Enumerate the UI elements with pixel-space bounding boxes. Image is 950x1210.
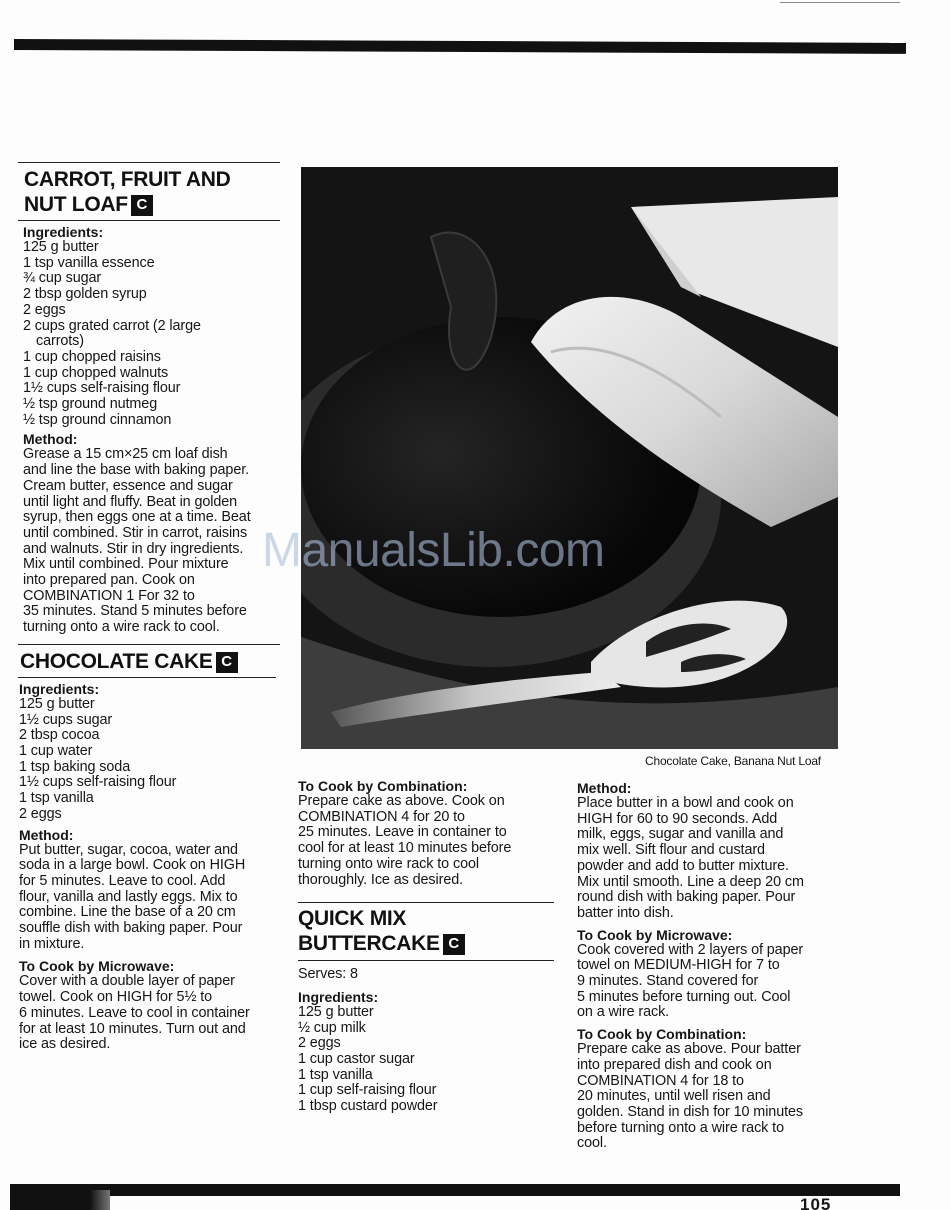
bottom-rule [10, 1184, 900, 1196]
method-line: COMBINATION 1 For 32 to [23, 587, 195, 604]
carrot-ingredients-list [23, 240, 280, 428]
chocolate-title [18, 649, 280, 674]
ingredient-line: ¾ cup sugar [23, 270, 102, 287]
ingredient-line: ½ tsp ground cinnamon [23, 411, 172, 428]
middle-column [298, 778, 556, 1115]
quickmix-microwave-label: To Cook by Microwave: [577, 926, 733, 943]
ingredient-line: 125 g butter [23, 239, 99, 255]
carrot-title [18, 192, 280, 217]
top-edge-line [780, 2, 900, 3]
combination-line: cool. [577, 1135, 607, 1152]
carrot-title-line1: CARROT, FRUIT AND [24, 168, 231, 191]
combination-line: Prepare cake as above. Cook on [298, 793, 505, 809]
ingredient-line: 1 tsp baking soda [19, 758, 131, 775]
quickmix-title-line2: BUTTERCAKE [298, 932, 440, 956]
combination-line: COMBINATION 4 for 20 to [298, 808, 465, 825]
ingredient-line: 1 cup water [19, 742, 93, 759]
chocolate-ingredients-label: Ingredients: [19, 680, 100, 697]
chocolate-ingredients-list [19, 697, 280, 823]
combination-line: golden. Stand in dish for 10 minutes [577, 1103, 803, 1120]
quickmix-ingredients-label: Ingredients: [298, 988, 379, 1005]
chocolate-microwave-text [19, 974, 280, 1053]
method-line: flour, vanilla and lastly eggs. Mix to [19, 888, 238, 905]
ingredient-line: 2 tbsp cocoa [19, 727, 100, 744]
ingredient-line: 1½ cups self-raising flour [23, 380, 181, 397]
right-column [577, 780, 835, 1152]
quickmix-serves: Serves: 8 [298, 966, 358, 983]
method-line: soda in a large bowl. Cook on HIGH [19, 857, 246, 874]
microwave-line: 6 minutes. Leave to cool in container [19, 1004, 250, 1021]
combination-line: 20 minutes, until well risen and [577, 1088, 771, 1105]
microwave-line: for at least 10 minutes. Turn out and [19, 1020, 246, 1037]
method-line: Grease a 15 cm×25 cm loaf dish [23, 446, 228, 463]
chocolate-microwave-label: To Cook by Microwave: [19, 958, 175, 975]
ingredient-line: 1 tsp vanilla [19, 790, 94, 807]
ingredient-line: 2 cups grated carrot (2 large [23, 317, 201, 334]
combination-badge-icon: C [216, 652, 238, 673]
method-line: milk, eggs, sugar and vanilla and [577, 826, 784, 843]
combination-line: cool for at least 10 minutes before [298, 840, 512, 857]
quickmix-title [298, 931, 556, 956]
ingredient-line: 2 eggs [23, 301, 66, 318]
ingredient-line: 1 tsp vanilla [298, 1066, 373, 1083]
ingredient-line: 1 tbsp custard powder [298, 1098, 438, 1115]
ingredient-line: carrots) [36, 333, 84, 350]
method-line: mix well. Sift flour and custard [577, 842, 765, 859]
method-line: Put butter, sugar, cocoa, water and [19, 841, 238, 858]
quickmix-title-line1: QUICK MIX [298, 907, 407, 931]
quickmix-combination-text [577, 1042, 835, 1152]
carrot-method-text [23, 447, 280, 635]
ingredient-line: 2 eggs [19, 805, 62, 822]
microwave-line: 9 minutes. Stand covered for [577, 973, 759, 990]
microwave-line: on a wire rack. [577, 1004, 670, 1021]
quickmix-ingredients-list [298, 1005, 556, 1115]
ingredient-line: ½ tsp ground nutmeg [23, 396, 158, 413]
method-line: until light and fluffy. Beat in golden [23, 493, 238, 510]
method-line: souffle dish with baking paper. Pour [19, 920, 243, 937]
carrot-ingredients-label: Ingredients: [23, 224, 104, 240]
quickmix-method-text [577, 796, 835, 922]
combination-line: Prepare cake as above. Pour batter [577, 1041, 801, 1058]
combination-line: turning onto wire rack to cool [298, 855, 479, 872]
quickmix-microwave-text [577, 943, 835, 1022]
method-line: Place butter in a bowl and cook on [577, 795, 794, 811]
quickmix-title-rule [298, 960, 554, 961]
quickmix-method-label: Method: [577, 780, 632, 796]
watermark: ManualsLib.com [262, 524, 605, 577]
method-line: for 5 minutes. Leave to cool. Add [19, 872, 226, 889]
quickmix-combination-label: To Cook by Combination: [577, 1026, 747, 1043]
method-line: combine. Line the base of a 20 cm [19, 904, 236, 921]
combination-line: before turning onto a wire rack to [577, 1119, 784, 1136]
combination-badge-icon: C [131, 195, 153, 216]
microwave-line: 5 minutes before turning out. Cool [577, 988, 791, 1005]
bottom-rule-edge [10, 1190, 110, 1210]
combination-line: into prepared dish and cook on [577, 1056, 772, 1073]
method-line: Mix until combined. Pour mixture [23, 556, 229, 573]
combination-line: COMBINATION 4 for 18 to [577, 1072, 744, 1089]
method-line: Cream butter, essence and sugar [23, 477, 233, 494]
method-line: round dish with baking paper. Pour [577, 889, 796, 906]
page-number: 105 [800, 1198, 832, 1210]
chocolate-method-label: Method: [19, 826, 74, 843]
ingredient-line: 1½ cups self-raising flour [19, 774, 177, 791]
method-line: HIGH for 60 to 90 seconds. Add [577, 810, 778, 827]
chocolate-combination-label: To Cook by Combination: [298, 778, 468, 794]
photo-caption: Chocolate Cake, Banana Nut Loaf [645, 754, 821, 768]
ingredient-line: 1 cup chopped raisins [23, 348, 161, 365]
carrot-method-label: Method: [23, 431, 78, 448]
carrot-title-rule [18, 220, 280, 221]
chocolate-method-text [19, 843, 280, 953]
chocolate-top-rule [18, 644, 280, 645]
microwave-line: Cook covered with 2 layers of paper [577, 941, 804, 958]
ingredient-line: 125 g butter [19, 695, 95, 712]
method-line: powder and add to butter mixture. [577, 857, 789, 874]
chocolate-title-text: CHOCOLATE CAKE [20, 649, 213, 673]
carrot-title-line2: NUT LOAF [24, 193, 128, 216]
ingredient-line: 2 tbsp golden syrup [23, 286, 147, 303]
ingredient-line: 125 g butter [298, 1003, 374, 1020]
top-rule [14, 39, 906, 54]
ingredient-line: 1 cup castor sugar [298, 1051, 415, 1068]
method-line: batter into dish. [577, 904, 674, 921]
left-column [18, 162, 280, 1053]
ingredient-line: 1 cup chopped walnuts [23, 364, 169, 381]
method-line: syrup, then eggs one at a time. Beat [23, 509, 251, 526]
method-line: into prepared pan. Cook on [23, 572, 195, 589]
microwave-line: towel on MEDIUM-HIGH for 7 to [577, 957, 780, 974]
combination-line: thoroughly. Ice as desired. [298, 871, 464, 888]
microwave-line: towel. Cook on HIGH for 5½ to [19, 989, 213, 1006]
method-line: until combined. Stir in carrot, raisins [23, 524, 248, 541]
microwave-line: Cover with a double layer of paper [19, 973, 235, 990]
carrot-body [18, 224, 280, 636]
combination-badge-icon: C [443, 934, 465, 955]
method-line: and line the base with baking paper. [23, 462, 250, 479]
method-line: turning onto a wire rack to cool. [23, 619, 220, 636]
method-line: 35 minutes. Stand 5 minutes before [23, 603, 247, 620]
cake-photo-illustration [301, 167, 838, 749]
method-line: Mix until smooth. Line a deep 20 cm [577, 873, 804, 890]
ingredient-line: 1½ cups sugar [19, 711, 113, 728]
method-line: and walnuts. Stir in dry ingredients. [23, 540, 244, 557]
chocolate-title-rule [18, 677, 276, 678]
chocolate-combination-text [298, 794, 556, 888]
method-line: in mixture. [19, 935, 85, 952]
ingredient-line: ½ cup milk [298, 1019, 366, 1036]
ingredient-line: 1 cup self-raising flour [298, 1082, 437, 1099]
combination-line: 25 minutes. Leave in container to [298, 824, 507, 841]
ingredient-line: 1 tsp vanilla essence [23, 254, 155, 271]
chocolate-body [18, 681, 280, 1053]
cake-photo [301, 167, 838, 749]
ingredient-line: 2 eggs [298, 1035, 341, 1052]
microwave-line: ice as desired. [19, 1036, 111, 1053]
